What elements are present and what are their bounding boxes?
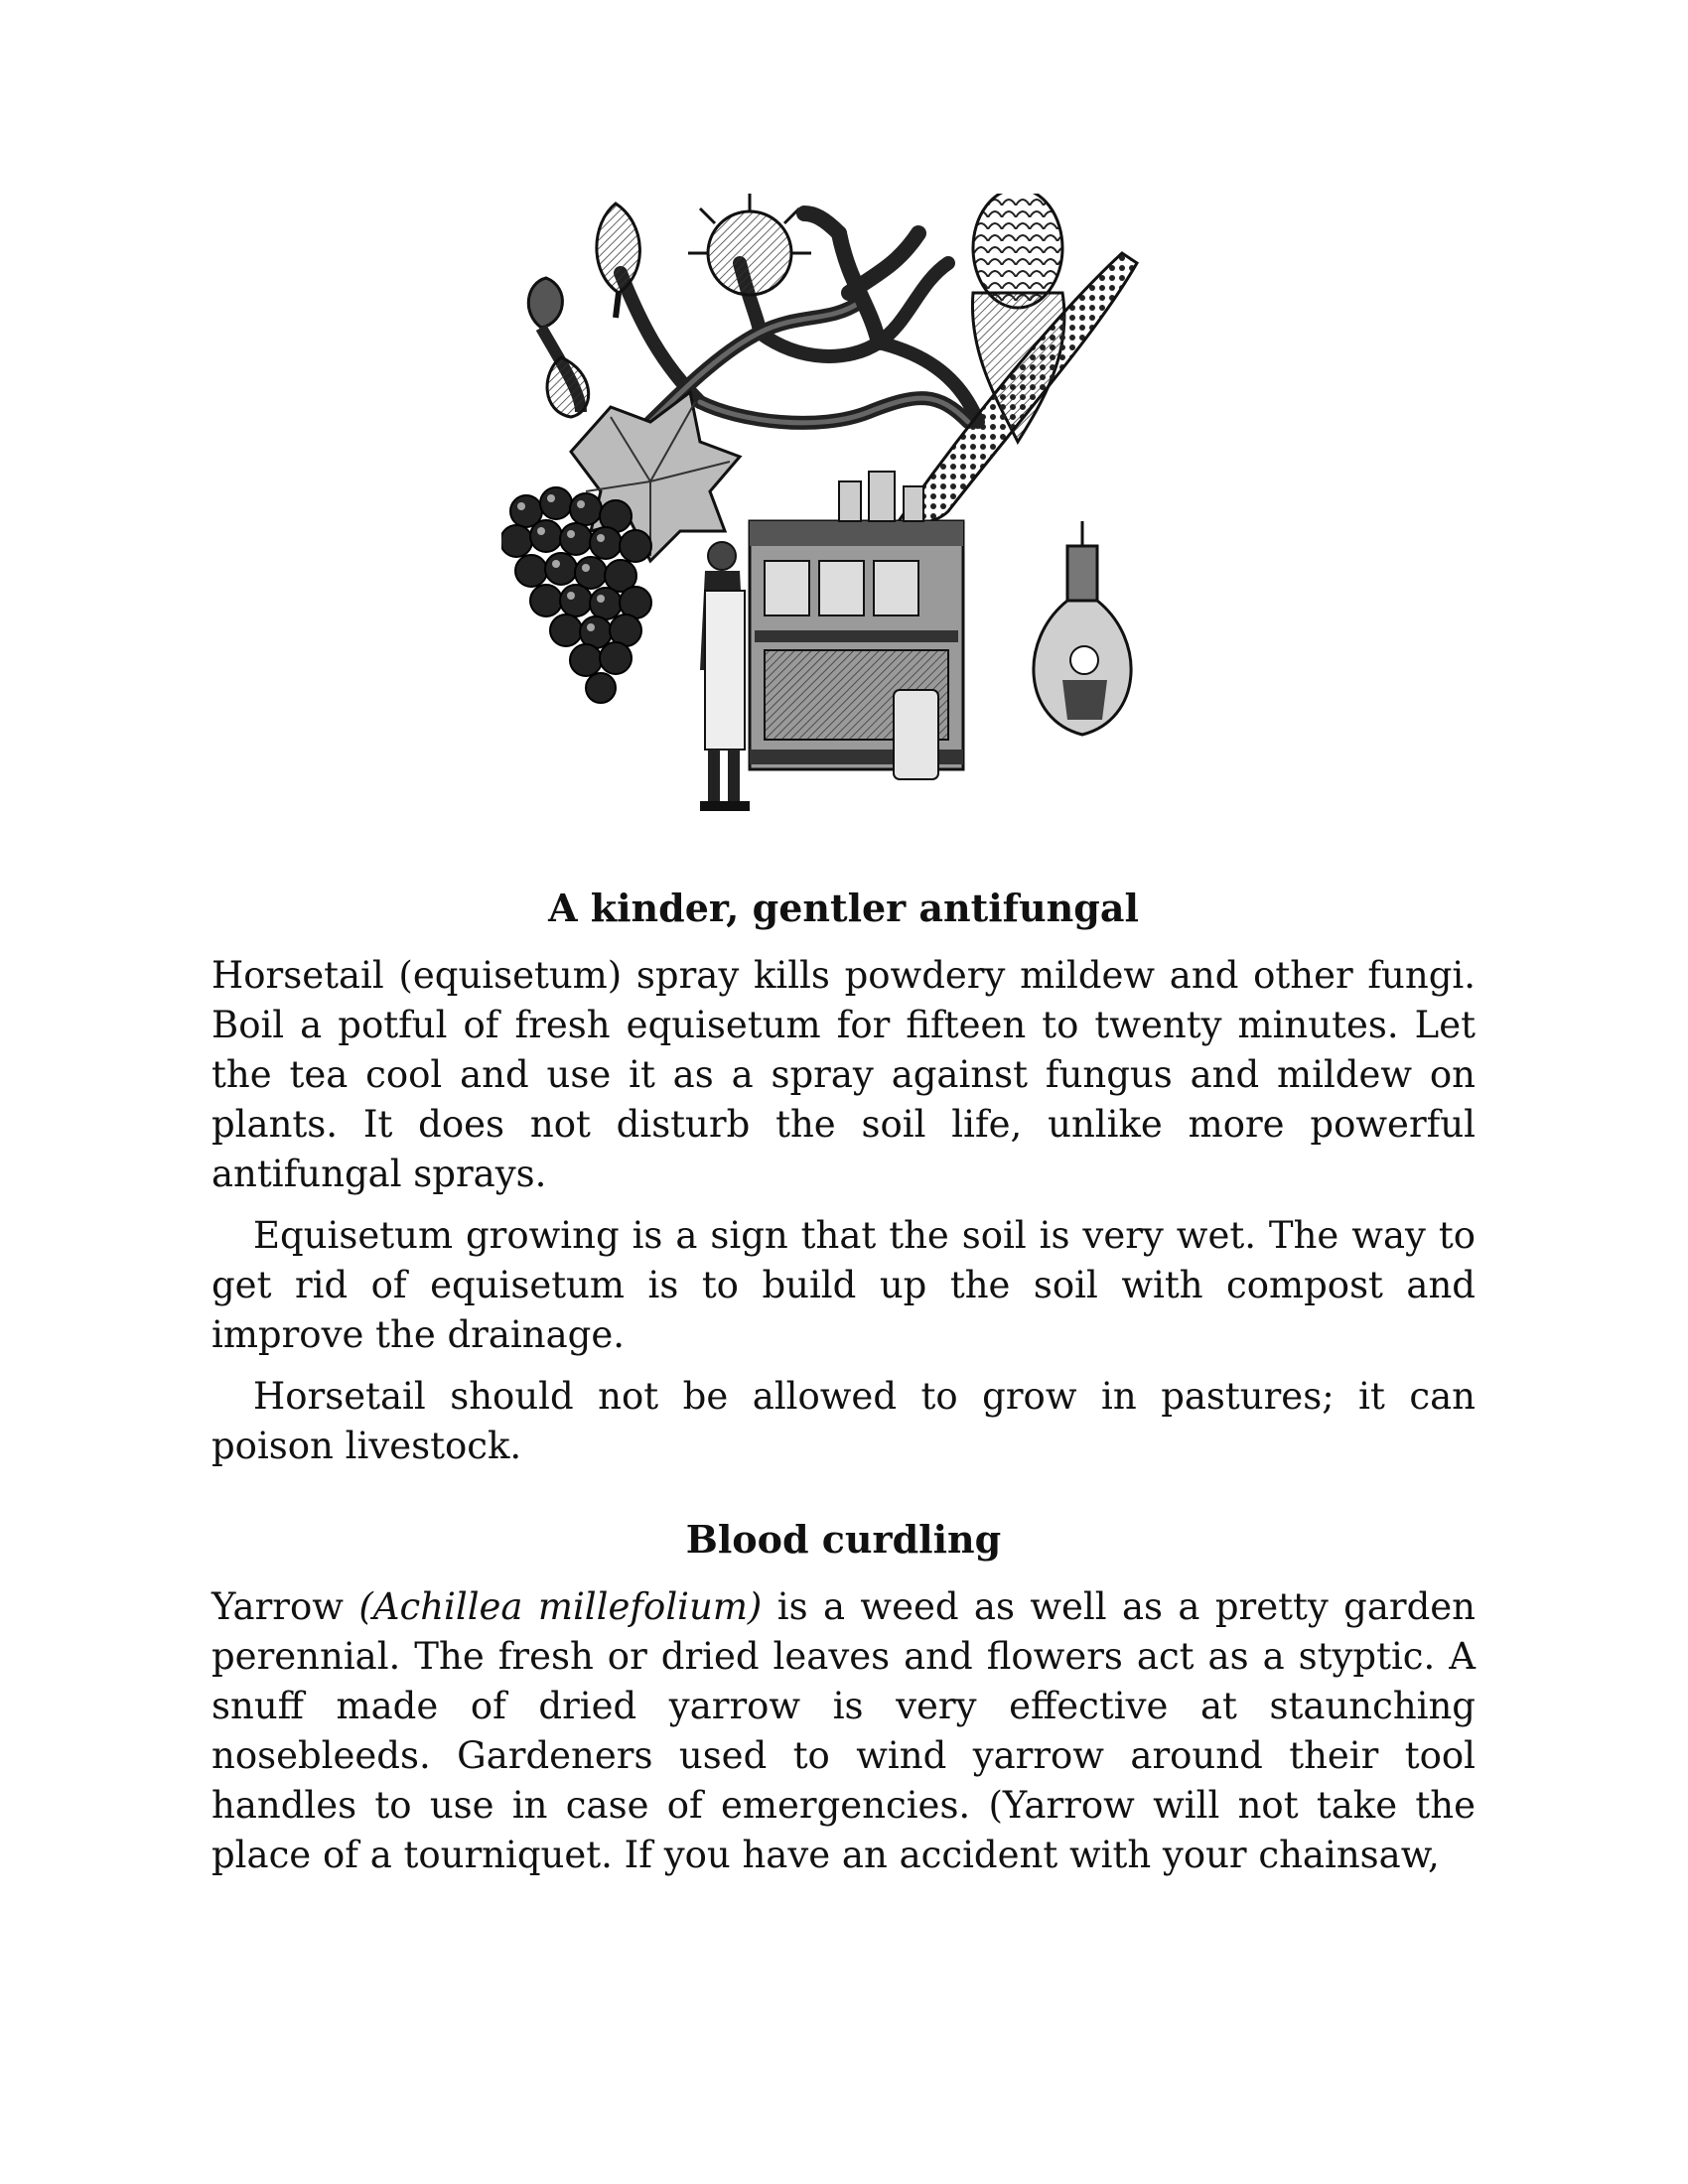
section-heading-antifungal: A kinder, gentler antifungal	[548, 886, 1139, 930]
grape-cluster-icon	[501, 487, 651, 703]
light-bulb-icon	[1034, 521, 1131, 735]
yarrow-text-end: is a weed as well as a pretty garden perennial. The fresh or dried leaves and flowers act as a styptic. A snuff made of dried yarrow is very effective at staunching nosebleeds. Gardeners used to wind yarrow around their tool handles to use in case of emergencies. (Yarrow will not take the place of a tourniquet. If you have an accident with your chainsaw,	[211, 1585, 1476, 1876]
paragraph-yarrow	[211, 1582, 1476, 1880]
section-heading-blood-curdling: Blood curdling	[685, 1517, 1002, 1562]
yarrow-latin-name: (Achillea millefolium)	[358, 1585, 763, 1628]
article-body	[211, 884, 1476, 1880]
paragraph-equisetum-wet-soil: Equisetum growing is a sign that the soil is very wet. The way to get rid of equisetum is to build up the soil with compost and improve the drainage.	[211, 1214, 1476, 1356]
thistle-icon	[688, 194, 811, 295]
paragraph-horsetail-pastures: Horsetail should not be allowed to grow in pastures; it can poison livestock.	[211, 1375, 1476, 1467]
paragraph-horsetail-spray: Horsetail (equisetum) spray kills powdery mildew and other fungi. Boil a potful of fresh equisetum for fifteen to twenty minutes. Let the tea cool and use it as a spray against fungus and mildew on plants. It does not disturb the soil life, unlike more powerful antifungal sprays.	[211, 954, 1476, 1195]
scientist-figure-icon	[700, 542, 750, 811]
botanical-collage-illustration	[501, 194, 1187, 834]
yarrow-text-start: Yarrow	[211, 1585, 359, 1628]
